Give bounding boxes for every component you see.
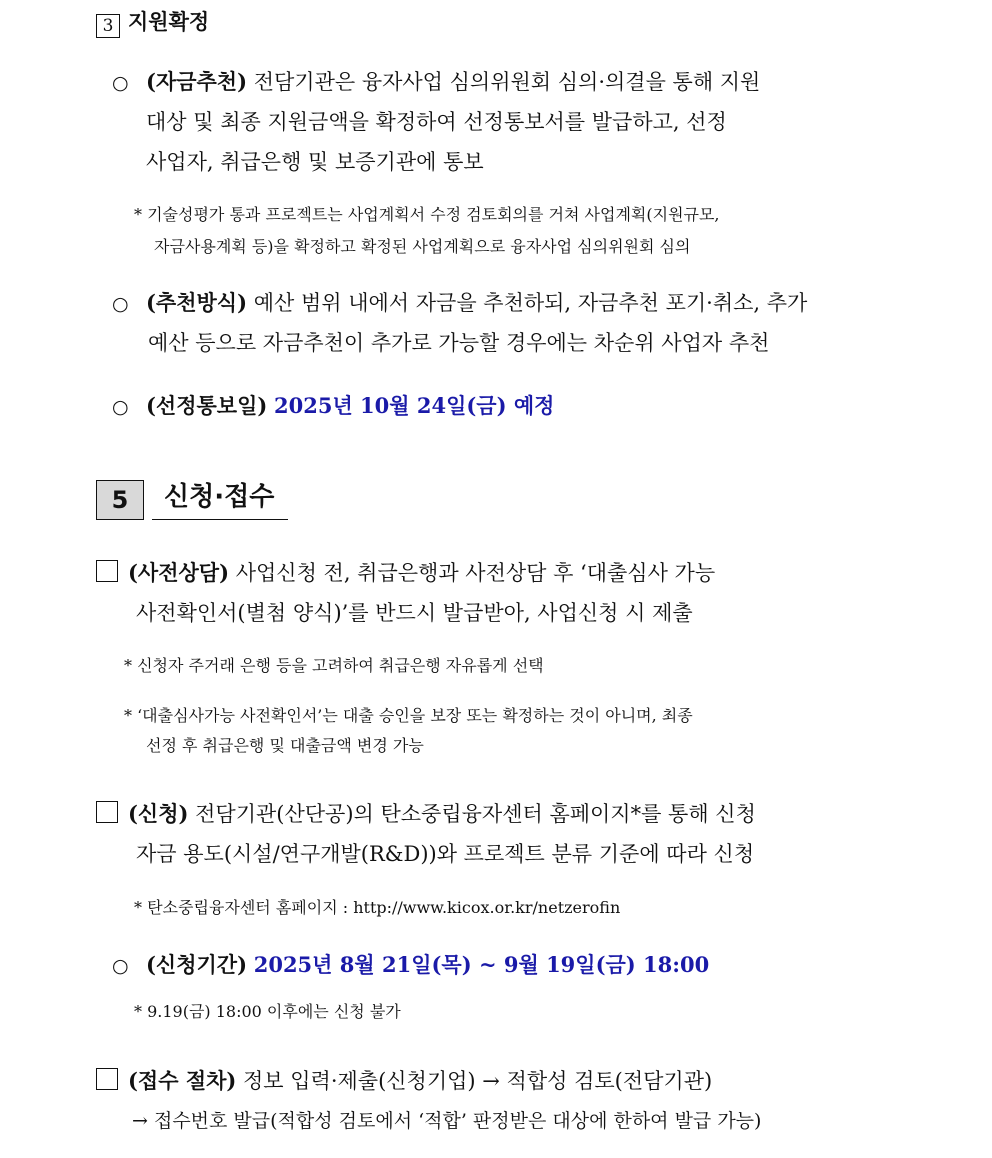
checkbox-square-icon [96,1068,118,1090]
apply-line-1: (신청) 전담기관(산단공)의 탄소중립융자센터 홈페이지*를 통해 신청 [96,794,756,834]
section-number-box: 3 [96,14,120,38]
item-label: (자금추천) [146,69,248,94]
item-label: (추천방식) [146,290,248,315]
note-line: 자금사용계획 등)을 확정하고 확정된 사업계획으로 융자사업 심의위원회 심의 [154,237,691,256]
section-title: 지원확정 [128,9,210,34]
bullet-circle: ○ [112,293,129,315]
bullet-circle: ○ [112,396,129,418]
method-line-2: 예산 등으로 자금추천이 추가로 가능할 경우에는 차순위 사업자 추천 [148,331,770,355]
checkbox-square-icon [96,801,118,823]
apply-line-2: 자금 용도(시설/연구개발(R&D))와 프로젝트 분류 기준에 따라 신청 [136,842,755,866]
note-line: 선정 후 취급은행 및 대출금액 변경 가능 [146,736,424,755]
homepage-note: * 탄소중립융자센터 홈페이지 : http://www.kicox.or.kr/netzerofin [134,898,621,917]
note-line: * ‘대출심사가능 사전확인서’는 대출 승인을 보장 또는 확정하는 것이 아니며, 최종 [124,706,693,725]
fund-recommend-line-1: (자금추천) 전담기관은 융자사업 심의위원회 심의·의결을 통해 지원 [146,69,761,94]
section-3-heading [96,6,209,38]
procedure-line-1: (접수 절차) 정보 입력·제출(신청기업) → 적합성 검토(전담기관) [96,1061,712,1101]
note-line: * 신청자 주거래 은행 등을 고려하여 취급은행 자유롭게 선택 [124,656,544,675]
pre-consult-line-1: (사전상담) 사업신청 전, 취급은행과 사전상담 후 ‘대출심사 가능 [96,553,715,593]
bullet-circle: ○ [112,72,129,94]
note-line: * 기술성평가 통과 프로젝트는 사업계획서 수정 검토회의를 거쳐 사업계획(지원규모, [134,205,720,224]
fund-recommend-line-3: 사업자, 취급은행 및 보증기관에 통보 [146,150,484,174]
procedure-line-2: → 접수번호 발급(적합성 검토에서 ‘적합’ 판정받은 대상에 한하여 발급 가능) [132,1110,762,1132]
period-note: * 9.19(금) 18:00 이후에는 신청 불가 [134,1002,401,1021]
section-5-number: 5 [96,480,144,520]
period-line: (신청기간) 2025년 8월 21일(목) ~ 9월 19일(금) 18:00 [146,952,710,977]
notice-date-value: 2025년 10월 24일(금) 예정 [274,393,555,418]
item-label: (선정통보일) [146,393,268,418]
pre-consult-line-2: 사전확인서(별첨 양식)’를 반드시 발급받아, 사업신청 시 제출 [136,601,693,625]
section-5-title: 신청·접수 [152,476,288,520]
method-line-1: (추천방식) 예산 범위 내에서 자금을 추천하되, 자금추천 포기·취소, 추가 [146,290,808,315]
checkbox-square-icon [96,560,118,582]
notice-date-line [146,386,554,426]
bullet-circle: ○ [112,955,129,977]
fund-recommend-line-2: 대상 및 최종 지원금액을 확정하여 선정통보서를 발급하고, 선정 [146,110,727,134]
period-value: 2025년 8월 21일(목) ~ 9월 19일(금) 18:00 [253,952,710,977]
